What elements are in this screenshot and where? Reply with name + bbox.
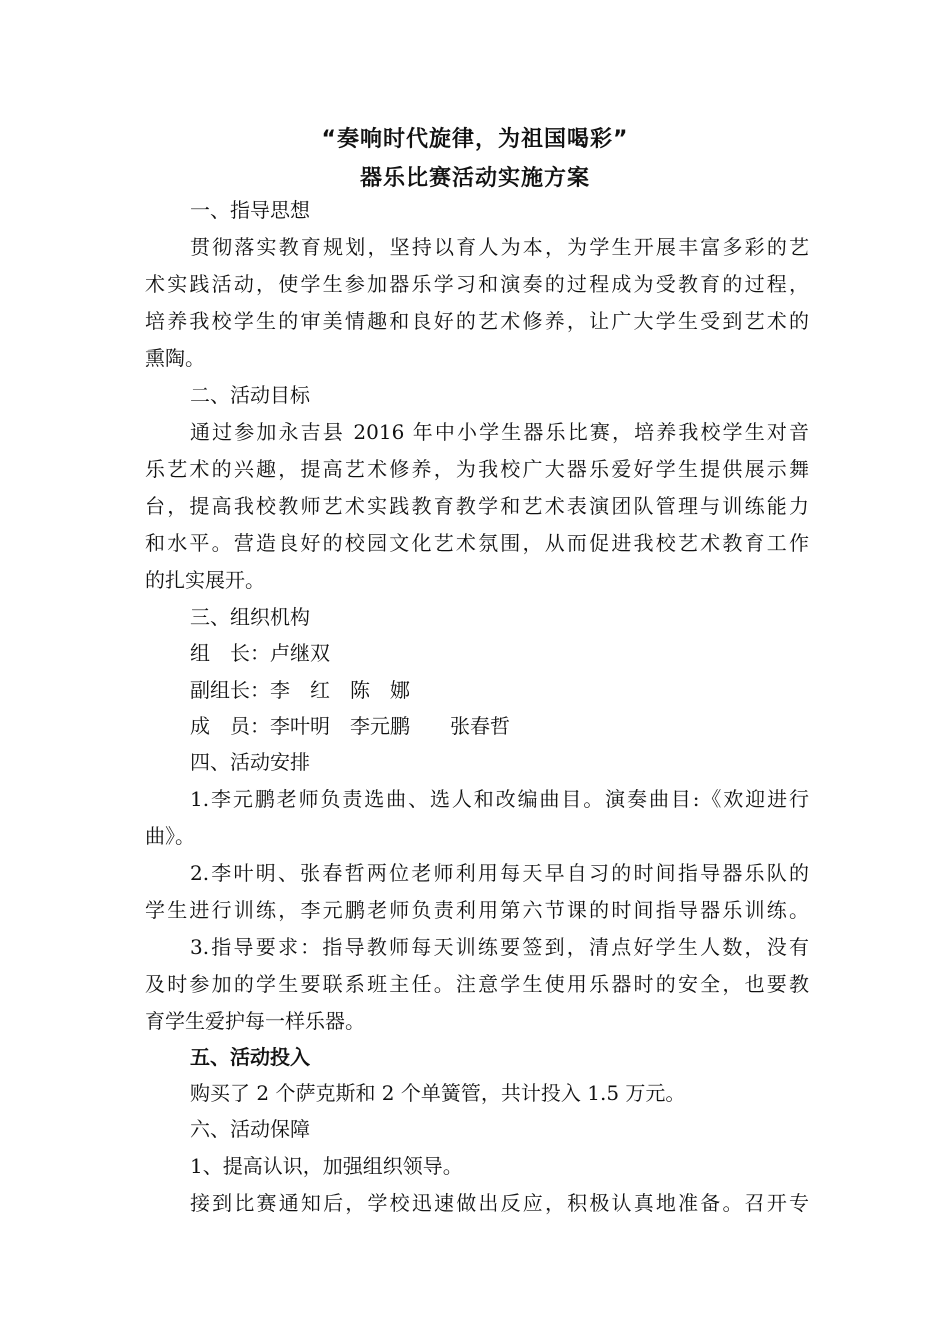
paragraph-line: 和水平。营造良好的校园文化艺术氛围，从而促进我校艺术教育工作 (145, 531, 809, 555)
document-title-line-1: “奏响时代旋律，为祖国喝彩” (321, 127, 629, 152)
paragraph-line: 通过参加永吉县 2016 年中小学生器乐比赛，培养我校学生对音 (190, 420, 809, 444)
paragraph-line: 接到比赛通知后，学校迅速做出反应，积极认真地准备。召开专 (190, 1191, 809, 1215)
heading-activity-investment: 五、活动投入 (190, 1045, 310, 1069)
heading-guiding-thought: 一、指导思想 (190, 198, 310, 222)
paragraph-line: 曲》。 (145, 824, 195, 848)
org-leader: 组 长：卢继双 (190, 641, 330, 665)
paragraph-line: 贯彻落实教育规划，坚持以育人为本，为学生开展丰富多彩的艺 (190, 235, 809, 259)
paragraph-line: 学生进行训练，李元鹏老师负责利用第六节课的时间指导器乐训练。 (145, 898, 809, 922)
heading-activity-goals: 二、活动目标 (190, 383, 310, 407)
heading-organization: 三、组织机构 (190, 605, 310, 629)
paragraph-line: 3.指导要求：指导教师每天训练要签到，清点好学生人数，没有 (190, 935, 809, 959)
paragraph-line: 的扎实展开。 (145, 568, 265, 592)
paragraph-line: 2.李叶明、张春哲两位老师利用每天早自习的时间指导器乐队的 (190, 861, 809, 885)
org-members: 成 员：李叶明 李元鹏 张春哲 (190, 714, 510, 738)
paragraph-line: 购买了 2 个萨克斯和 2 个单簧管，共计投入 1.5 万元。 (190, 1081, 686, 1105)
paragraph-line: 台，提高我校教师艺术实践教育教学和艺术表演团队管理与训练能力 (145, 494, 809, 518)
paragraph-line: 1.李元鹏老师负责选曲、选人和改编曲目。演奏曲目:《欢迎进行 (190, 787, 809, 811)
heading-activity-guarantee: 六、活动保障 (190, 1117, 310, 1141)
paragraph-line: 培养我校学生的审美情趣和良好的艺术修养，让广大学生受到艺术的 (145, 309, 809, 333)
paragraph-line: 乐艺术的兴趣，提高艺术修养，为我校广大器乐爱好学生提供展示舞 (145, 457, 809, 481)
document-title-line-2: 器乐比赛活动实施方案 (359, 166, 590, 191)
paragraph-line: 育学生爱护每一样乐器。 (145, 1009, 365, 1033)
paragraph-line: 及时参加的学生要联系班主任。注意学生使用乐器时的安全，也要教 (145, 972, 809, 996)
org-deputy-leader: 副组长：李 红 陈 娜 (190, 678, 410, 702)
subheading-awareness: 1、提高认识，加强组织领导。 (190, 1154, 463, 1178)
heading-activity-arrangement: 四、活动安排 (190, 750, 310, 774)
paragraph-line: 熏陶。 (145, 346, 205, 370)
paragraph-line: 术实践活动，使学生参加器乐学习和演奏的过程成为受教育的过程， (145, 272, 809, 296)
